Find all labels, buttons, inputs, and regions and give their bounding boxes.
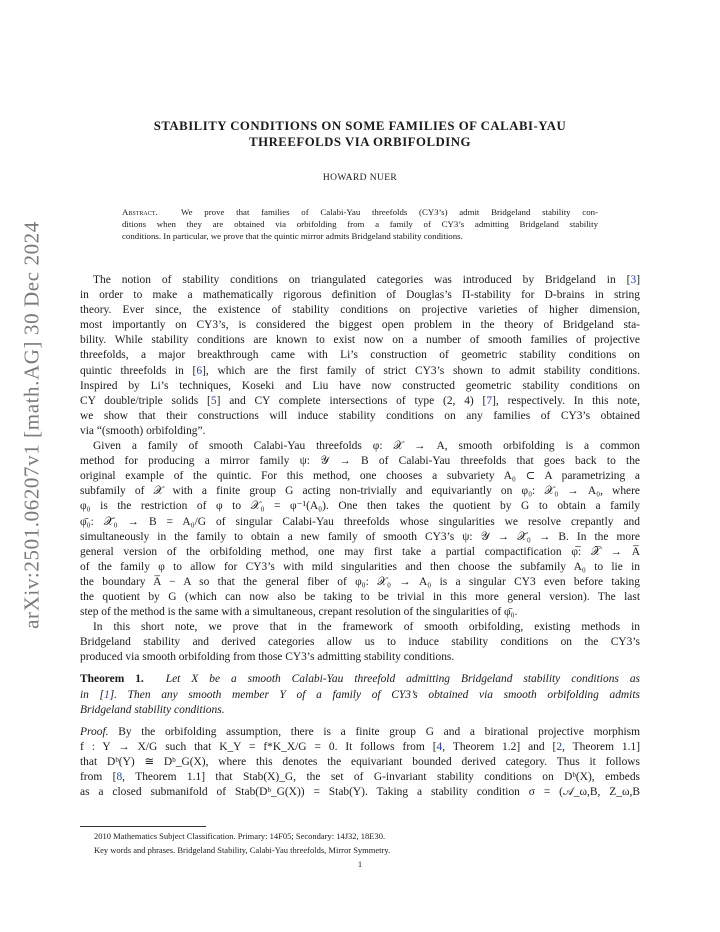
text-line: of the family φ to allow for CY3’s with mild singularities and then choose the subfamily A₀ to lie in xyxy=(80,560,640,573)
citation-link[interactable]: 7 xyxy=(486,394,493,407)
proof-line: f : Y → X/G such that K_Y = f*K_X/G = 0. It follows from [4, Theorem 1.2] and [2, Theorem 1.1] xyxy=(80,740,641,753)
text-line: Inspired by Li’s techniques, Koseki and Liu have now constructed geometric stability conditions on xyxy=(80,379,640,392)
text-line: threefolds, a major breakthrough came with Li’s construction of geometric stability conditions on xyxy=(80,349,640,362)
paragraph-orbifolding xyxy=(80,439,640,620)
arxiv-identifier xyxy=(12,200,52,650)
text-line: most importantly on CY3’s, is considered the biggest open problem in the theory of Bridgeland sta- xyxy=(80,319,640,332)
abstract xyxy=(122,207,598,242)
proof xyxy=(80,725,640,800)
page-number: 1 xyxy=(357,859,363,869)
text-line: the boundary A̅ − A so that the general fiber of φ₀: 𝒳₀ → A₀ is a singular CY3 even before taking xyxy=(80,575,640,588)
footnotes xyxy=(94,830,634,857)
arxiv-identifier-text: arXiv:2501.06207v1 [math.AG] 30 Dec 2024 xyxy=(19,221,44,629)
proof-line: as a closed submanifold of Stab(Dᵇ_G(X)) = Stab(Y). Taking a stability condition σ = (𝒜_ω,B, Z_ω,B xyxy=(80,786,640,799)
abstract-line-2: ditions when they are obtained via orbifolding from a family of CY3’s admitting Bridgeland stability xyxy=(122,218,598,229)
text-line: original example of the quintic. For this method, one chooses a subvariety A₀ ⊂ A parametrizing a xyxy=(80,470,640,483)
text-line: Bridgeland stability and derived categories allow us to induce stability conditions on the CY3’s xyxy=(80,636,640,649)
citation-link[interactable]: 3 xyxy=(630,274,637,286)
citation-link[interactable]: 4 xyxy=(436,740,443,753)
footnote-keywords: Key words and phrases. Bridgeland Stability, Calabi-Yau threefolds, Mirror Symmetry. xyxy=(94,844,391,855)
text-line: bility. While stability conditions are known to exist now on a number of smooth families of projective xyxy=(80,334,640,347)
theorem-line: Theorem 1. Let X be a smooth Calabi-Yau threefold admitting Bridgeland stability conditions as xyxy=(80,673,640,686)
title-line: THREEFOLDS VIA ORBIFOLDING xyxy=(249,135,471,149)
abstract-line-1: Abstract. We prove that families of Calabi-Yau threefolds (CY3’s) admit Bridgeland stability con- xyxy=(122,207,598,217)
text-line: φ̄₀: 𝒳̄₀ → B = A₀/G of singular Calabi-Yau threefolds whose singularities we resolve crepantly and xyxy=(80,515,640,528)
text-line: theory. Ever since, the existence of stability conditions on projective varieties of higher dimension, xyxy=(80,304,640,317)
text-line: Given a family of smooth Calabi-Yau threefolds φ: 𝒳 → A, smooth orbifolding is a common xyxy=(93,440,640,453)
text-line: The notion of stability conditions on triangulated categories was introduced by Bridgeland in [3] xyxy=(93,274,640,286)
citation-link[interactable]: 1 xyxy=(104,688,110,701)
title-line: STABILITY CONDITIONS ON SOME FAMILIES OF CALABI-YAU xyxy=(153,119,567,133)
text-line: in order to make a mathematically rigorous definition of Douglas’s Π-stability for D-brains in string xyxy=(80,289,640,302)
text-line: via “(smooth) orbifolding”. xyxy=(80,424,206,437)
theorem-line: Bridgeland stability conditions. xyxy=(80,703,225,716)
theorem-1 xyxy=(80,672,640,717)
theorem-line: in [1]. Then any smooth member Y of a family of CY3’s obtained via smooth orbifolding admits xyxy=(80,688,640,701)
text-line: φ₀ is the restriction of φ to 𝒳₀ = φ⁻¹(A₀). One then takes the quotient by G to obtain a family xyxy=(80,500,640,513)
text-line: we show that their constructions will induce stability conditions on any families of CY3’s obtained xyxy=(80,409,640,422)
paragraph-summary xyxy=(80,620,640,665)
proof-line: that Dᵇ(Y) ≅ Dᵇ_G(X), where this denotes the equivariant bounded derived category. Thus it follows xyxy=(80,755,640,768)
abstract-line-3: conditions. In particular, we prove that the quintic mirror admits Bridgeland stability conditions. xyxy=(122,230,463,241)
citation-link[interactable]: 8 xyxy=(116,771,123,783)
text-line: subfamily of 𝒳 with a finite group G acting non-trivially and equivariantly on φ₀: 𝒳₀ → A₀, where xyxy=(80,485,640,498)
text-line: the quotient by G (which can now also be taking to be trivial in this more general version). The last xyxy=(80,590,640,603)
citation-link[interactable]: 6 xyxy=(196,364,203,377)
text-line: In this short note, we prove that in the framework of smooth orbifolding, existing methods in xyxy=(93,621,640,634)
text-line: general version of the orbifolding method, one may first take a partial compactification φ̅: 𝒳̅ → A̅ xyxy=(80,545,640,558)
theorem-label: Theorem 1. xyxy=(80,673,144,686)
text-line: method for producing a mirror family ψ: 𝒴 → B of Calabi-Yau threefolds that goes back to the xyxy=(80,455,640,468)
citation-link[interactable]: 2 xyxy=(556,740,563,753)
author: HOWARD NUER xyxy=(322,173,398,183)
text-line: produced via smooth orbifolding from those CY3’s admitting stability conditions. xyxy=(80,651,455,664)
text-line: quintic threefolds in [6], which are the first family of strict CY3’s shown to admit stability conditions. xyxy=(80,364,640,377)
proof-line: from [8, Theorem 1.1] that Stab(X)_G, the set of G-invariant stability conditions on Dᵇ(X), embeds xyxy=(80,771,641,783)
proof-label: Proof. xyxy=(80,725,109,738)
footnote-rule xyxy=(80,826,206,827)
abstract-label: Abstract. xyxy=(122,207,158,217)
text-line: step of the method is the same with a simultaneous, crepant resolution of the singularities of φ̄₀. xyxy=(80,606,518,619)
text-line: CY double/triple solids [5] and CY complete intersections of type (2, 4) [7], respectively. In this note, xyxy=(80,394,640,407)
main-text xyxy=(80,273,640,800)
text-line: simultaneously in the family to obtain a new family of smooth CY3’s ψ: 𝒴 → 𝒳̄₀ → B. In the more xyxy=(80,530,640,543)
footnote-msc: 2010 Mathematics Subject Classification. Primary: 14F05; Secondary: 14J32, 18E30. xyxy=(94,831,386,841)
proof-line: Proof. By the orbifolding assumption, there is a finite group G and a birational projective morphism xyxy=(80,725,641,738)
paper-title xyxy=(80,118,640,150)
citation-link[interactable]: 5 xyxy=(210,394,217,407)
paragraph-introduction xyxy=(80,273,640,439)
